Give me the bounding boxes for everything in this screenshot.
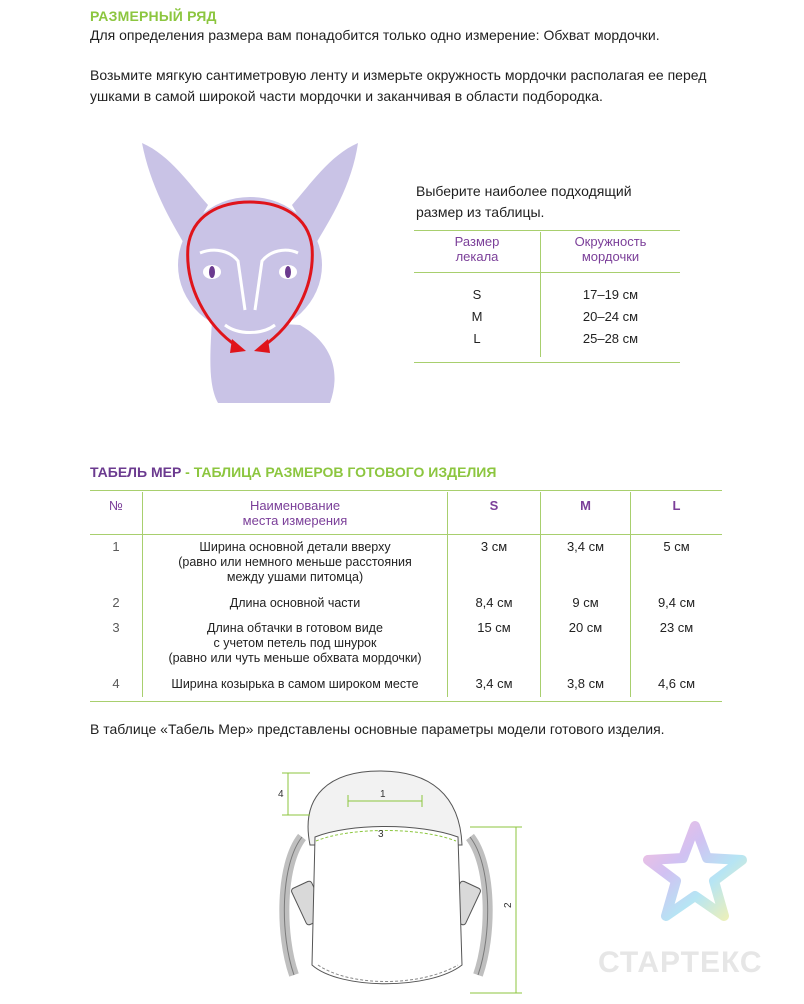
- measures-row-m: 3,4 см: [566, 539, 605, 554]
- cat-silhouette: [142, 143, 358, 403]
- measures-row-s: 8,4 см: [475, 595, 513, 610]
- instructions-line-2: ушками в самой широкой части мордочки и заканчивая в области подбородка.: [90, 88, 603, 104]
- measures-table-top-rule: [90, 490, 722, 491]
- size-table-row-size: S: [472, 287, 482, 302]
- measures-row-m: 9 см: [572, 595, 599, 610]
- product-diagram: [270, 765, 530, 1000]
- measures-header-l: L: [672, 498, 681, 513]
- measures-row-number: 1: [112, 539, 120, 554]
- size-table-header-girth: Окружность мордочки: [574, 234, 647, 264]
- watermark-text: СТАРТЕКС: [598, 946, 763, 979]
- dimension-3-label: 3: [378, 829, 384, 840]
- measures-row-l: 9,4 см: [657, 595, 696, 610]
- choose-size-line-2: размер из таблицы.: [416, 204, 545, 220]
- measures-header-s: S: [489, 498, 499, 513]
- measures-row-name: Ширина козырька в самом широком месте: [171, 677, 419, 691]
- measures-header-name: Наименование места измерения: [242, 498, 348, 528]
- measures-row-l: 5 см: [663, 539, 690, 554]
- measures-row-l: 23 см: [659, 620, 694, 635]
- measures-row-name: Длина основной части: [229, 596, 361, 610]
- size-table-row-size: M: [471, 309, 483, 324]
- instructions-line-1: Возьмите мягкую сантиметровую ленту и измерьте окружность мордочки располагая ее перед: [90, 67, 707, 83]
- measures-row-s: 3,4 см: [475, 676, 513, 691]
- measures-table-header-rule: [90, 534, 722, 535]
- measures-row-s: 3 см: [480, 539, 508, 554]
- measures-row-m: 20 см: [568, 620, 603, 635]
- measures-row-name: Ширина основной детали вверху (равно или немного меньше расстояния между ушами питомца): [178, 540, 412, 584]
- size-table-header-rule: [414, 272, 680, 273]
- measures-row-name: Длина обтачки в готовом виде с учетом петель под шнурок (равно или чуть меньше обхвата мордочки): [168, 621, 422, 665]
- measures-heading: ТАБЕЛЬ МЕР - ТАБЛИЦА РАЗМЕРОВ ГОТОВОГО ИЗДЕЛИЯ: [90, 464, 497, 480]
- dimension-1-label: 1: [380, 789, 386, 800]
- size-table-row-girth: 20–24 см: [582, 309, 639, 324]
- size-range-intro: Для определения размера вам понадобится только одно измерение: Обхват мордочки.: [90, 27, 660, 43]
- cat-measurement-illustration: [130, 135, 370, 405]
- size-table-row-girth: 25–28 см: [582, 331, 639, 346]
- main-part: [312, 827, 462, 984]
- measures-header-m: M: [580, 498, 591, 513]
- dimension-2-label: 2: [503, 902, 514, 908]
- measures-table-bottom-rule: [90, 701, 722, 702]
- size-table-row-girth: 17–19 см: [582, 287, 639, 302]
- measures-footnote: В таблице «Табель Мер» представлены основные параметры модели готового изделия.: [90, 721, 665, 737]
- size-table-row-size: L: [473, 331, 481, 346]
- measures-row-number: 3: [112, 620, 120, 635]
- choose-size-line-1: Выберите наиболее подходящий: [416, 183, 632, 199]
- size-table-bottom-rule: [414, 362, 680, 363]
- dimension-4-label: 4: [278, 789, 284, 800]
- size-table-top-rule: [414, 230, 680, 231]
- size-table-header-size: Размер лекала: [454, 234, 500, 264]
- watermark-star-icon: [640, 818, 750, 928]
- measures-header-number: №: [109, 498, 123, 513]
- measures-row-l: 4,6 см: [657, 676, 696, 691]
- measures-row-m: 3,8 см: [566, 676, 605, 691]
- measures-row-s: 15 см: [477, 620, 511, 635]
- measures-row-number: 4: [112, 676, 120, 691]
- measures-row-number: 2: [112, 595, 120, 610]
- size-range-heading: РАЗМЕРНЫЙ РЯД: [90, 8, 217, 24]
